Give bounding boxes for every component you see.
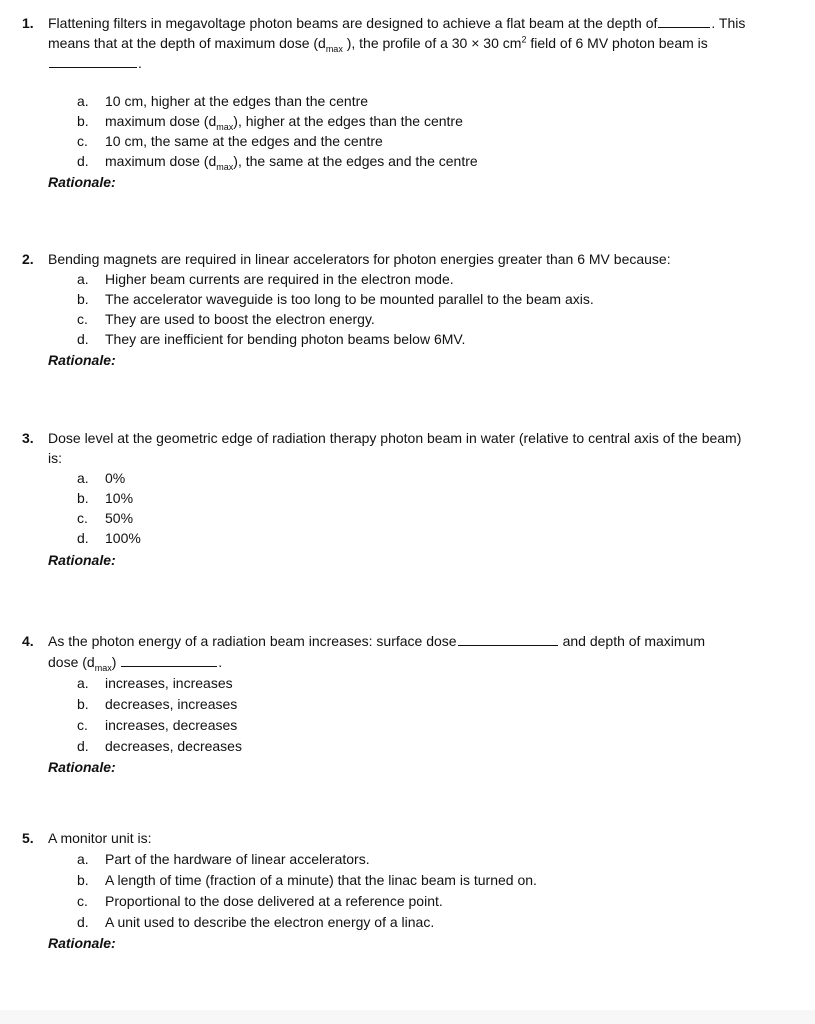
option-text: decreases, increases	[105, 696, 238, 712]
option-letter: d.	[77, 331, 89, 347]
subscript: max	[325, 43, 343, 54]
answer-option	[77, 468, 125, 488]
option-text: They are inefficient for bending photon beams below 6MV.	[105, 331, 466, 347]
option-text: 50%	[105, 510, 134, 526]
answer-option	[77, 870, 537, 890]
answer-blank	[458, 632, 558, 646]
question-stem-line	[48, 33, 708, 53]
option-text: Part of the hardware of linear accelerators.	[105, 851, 370, 867]
answer-option	[77, 91, 368, 111]
option-text: ), the same at the edges and the centre	[233, 153, 478, 169]
answer-option	[77, 715, 237, 735]
answer-option	[77, 289, 594, 309]
option-letter: c.	[77, 510, 88, 526]
option-letter: b.	[77, 872, 89, 888]
subscript: max	[216, 161, 234, 172]
question-stem-line: Bending magnets are required in linear accelerators for photon energies greater than 6 MV because:	[48, 251, 671, 267]
option-letter: b.	[77, 490, 89, 506]
option-text: A unit used to describe the electron energy of a linac.	[105, 914, 435, 930]
option-letter: c.	[77, 311, 88, 327]
stem-text: means that at the depth of maximum dose (d	[48, 35, 326, 51]
question-stem-line: Dose level at the geometric edge of radiation therapy photon beam in water (relative to central axis of the beam)	[48, 430, 742, 446]
subscript: max	[94, 662, 112, 673]
option-letter: a.	[77, 271, 89, 287]
option-text: increases, increases	[105, 675, 233, 691]
option-letter: c.	[77, 133, 88, 149]
answer-blank	[658, 14, 710, 28]
question-number: 3.	[22, 430, 34, 446]
answer-option	[77, 329, 465, 349]
answer-option	[77, 912, 434, 932]
option-letter: d.	[77, 530, 89, 546]
option-letter: a.	[77, 851, 89, 867]
option-text: 10 cm, higher at the edges than the centre	[105, 93, 369, 109]
question-stem-line: A monitor unit is:	[48, 830, 152, 846]
answer-option	[77, 151, 478, 171]
question-number: 5.	[22, 830, 34, 846]
question-stem-line: is:	[48, 450, 62, 466]
answer-option	[77, 673, 233, 693]
answer-option	[77, 694, 237, 714]
answer-option	[77, 111, 463, 131]
option-letter: a.	[77, 470, 89, 486]
question-number: 2.	[22, 251, 34, 267]
option-letter: a.	[77, 675, 89, 691]
stem-text: and depth of maximum	[562, 633, 705, 649]
stem-text: )	[111, 654, 117, 670]
option-text: A length of time (fraction of a minute) that the linac beam is turned on.	[105, 872, 537, 888]
option-letter: b.	[77, 696, 89, 712]
question-stem-line	[48, 631, 705, 651]
answer-blank	[121, 653, 217, 667]
subscript: max	[216, 121, 234, 132]
option-text: 10 cm, the same at the edges and the centre	[105, 133, 383, 149]
stem-text: .	[218, 654, 223, 670]
option-text: 100%	[105, 530, 141, 546]
option-letter: c.	[77, 893, 88, 909]
option-letter: c.	[77, 717, 88, 733]
option-text: increases, decreases	[105, 717, 238, 733]
option-text: 0%	[105, 470, 126, 486]
superscript: 2	[521, 34, 527, 45]
stem-text: As the photon energy of a radiation beam increases: surface dose	[48, 633, 457, 649]
option-text: The accelerator waveguide is too long to be mounted parallel to the beam axis.	[105, 291, 594, 307]
stem-text: . This	[711, 15, 746, 31]
option-text: 10%	[105, 490, 134, 506]
option-letter: b.	[77, 113, 89, 129]
stem-text: field of 6 MV photon beam is	[526, 35, 708, 51]
option-text: Proportional to the dose delivered at a reference point.	[105, 893, 443, 909]
answer-option	[77, 891, 443, 911]
option-text: maximum dose (d	[105, 153, 217, 169]
rationale-label: Rationale:	[48, 935, 116, 951]
page-bottom-band	[0, 1010, 815, 1024]
option-text: Higher beam currents are required in the electron mode.	[105, 271, 454, 287]
stem-text: Flattening filters in megavoltage photon beams are designed to achieve a flat beam at the depth of	[48, 15, 658, 31]
rationale-label: Rationale:	[48, 552, 116, 568]
answer-option	[77, 488, 133, 508]
answer-option	[77, 528, 141, 548]
answer-option	[77, 269, 454, 289]
option-letter: d.	[77, 153, 89, 169]
rationale-label: Rationale:	[48, 174, 116, 190]
answer-option	[77, 849, 370, 869]
stem-text: ), the profile of a 30 × 30 cm	[342, 35, 522, 51]
answer-blank	[49, 54, 137, 68]
option-text: decreases, decreases	[105, 738, 242, 754]
option-letter: b.	[77, 291, 89, 307]
stem-text: dose (d	[48, 654, 95, 670]
question-number: 1.	[22, 15, 34, 31]
question-stem-line	[48, 13, 745, 33]
rationale-label: Rationale:	[48, 352, 116, 368]
option-letter: d.	[77, 738, 89, 754]
question-stem-line	[48, 652, 222, 672]
question-stem-line	[48, 53, 142, 73]
answer-option	[77, 736, 242, 756]
answer-option	[77, 309, 375, 329]
answer-option	[77, 131, 383, 151]
question-number: 4.	[22, 633, 34, 649]
option-text: They are used to boost the electron energy.	[105, 311, 375, 327]
option-text: ), higher at the edges than the centre	[233, 113, 463, 129]
stem-text: .	[138, 55, 142, 71]
rationale-label: Rationale:	[48, 759, 116, 775]
option-letter: a.	[77, 93, 89, 109]
option-text: maximum dose (d	[105, 113, 217, 129]
answer-option	[77, 508, 133, 528]
option-letter: d.	[77, 914, 89, 930]
